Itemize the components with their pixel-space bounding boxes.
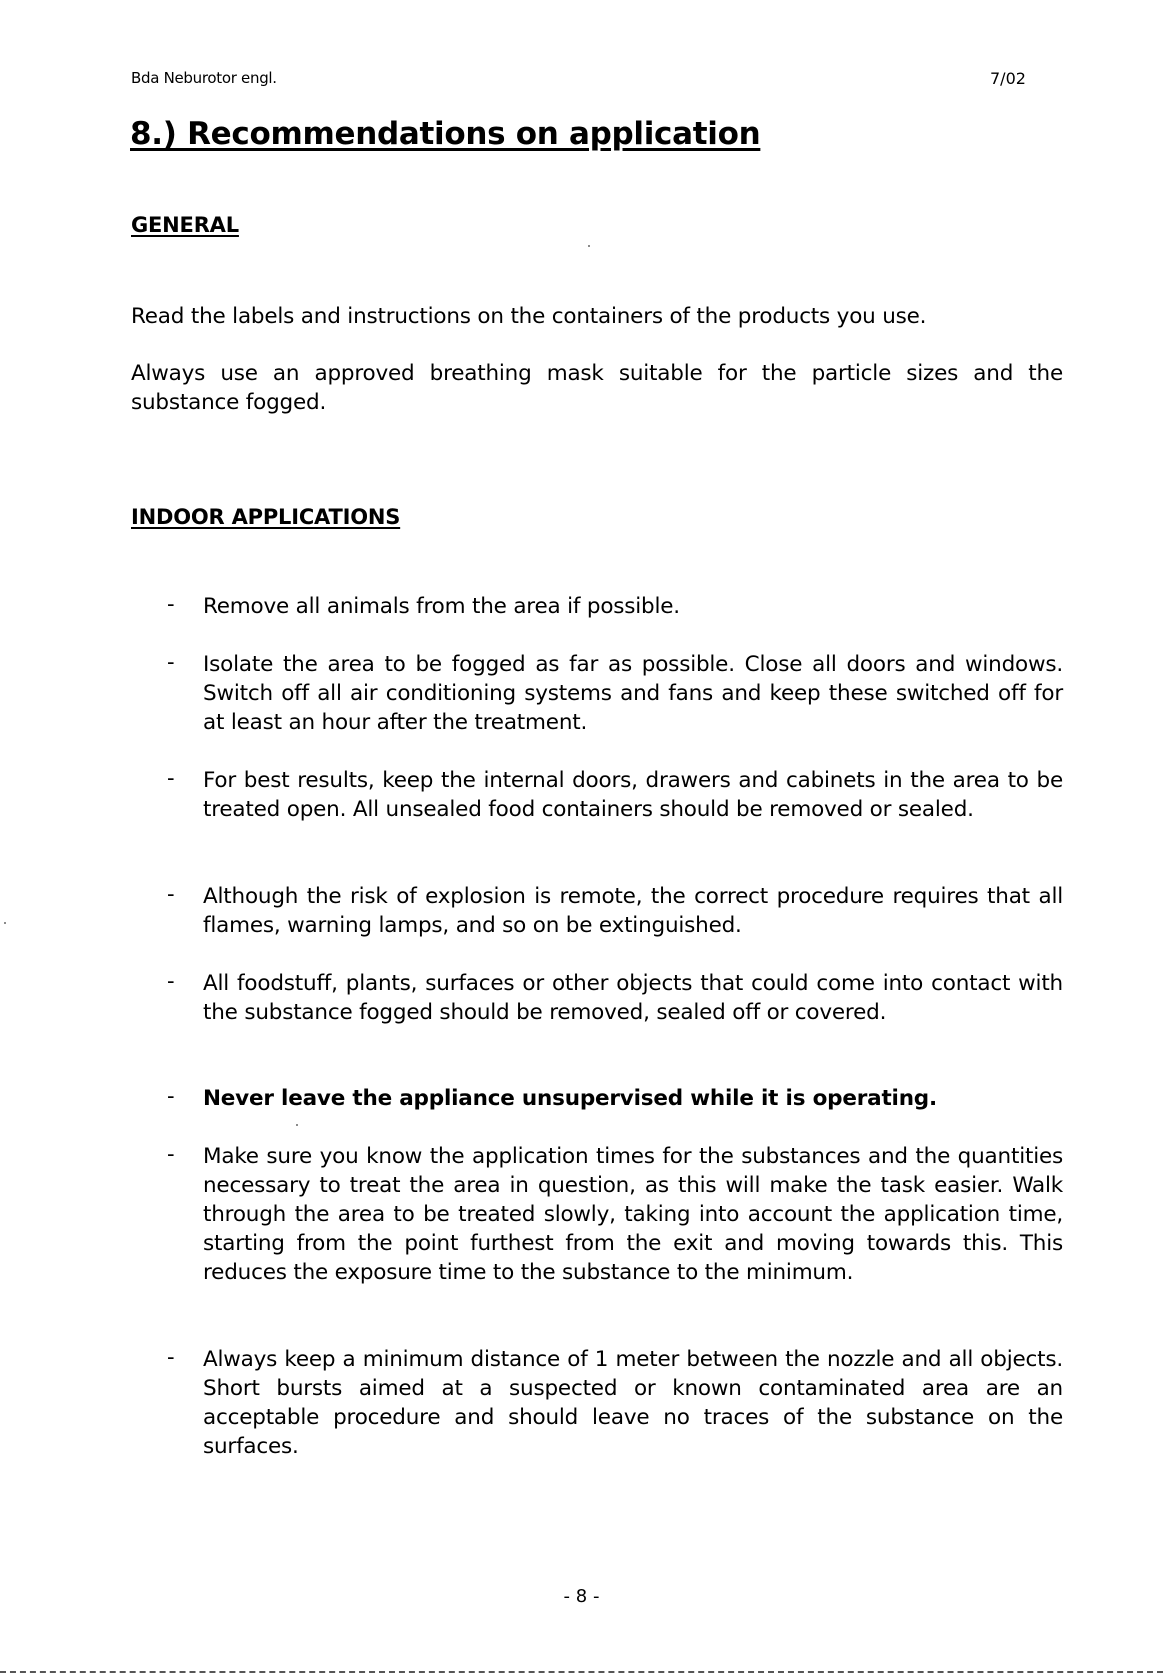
list-bullet: - xyxy=(167,1142,175,1166)
list-bullet: - xyxy=(167,1345,175,1369)
list-bullet: - xyxy=(167,1084,175,1108)
scan-speck xyxy=(588,245,590,247)
list-item-text: Isolate the area to be fogged as far as possible. Close all doors and windows. Switch off all air conditioning systems and fans and keep these switched off for at least an hour after the treatment. xyxy=(203,652,1063,735)
list-bullet: - xyxy=(167,592,175,616)
list-bullet: - xyxy=(167,882,175,906)
list-item-text: For best results, keep the internal doors, drawers and cabinets in the area to be treated open. All unsealed food containers should be removed or sealed. xyxy=(203,768,1063,822)
list-item-text: All foodstuff, plants, surfaces or other objects that could come into contact with the substance fogged should be removed, sealed off or covered. xyxy=(203,971,1063,1025)
general-paragraph: Always use an approved breathing mask suitable for the particle sizes and the substance fogged. xyxy=(131,361,1063,415)
list-item-text: Make sure you know the application times for the substances and the quantities necessary to treat the area in question, as this will make the task easier. Walk through the area to be treated slowly, taking into account the application time, starting from the point furthest from the exit and moving towards this. This reduces the exposure time to the substance to the minimum. xyxy=(203,1144,1063,1285)
list-bullet: - xyxy=(167,766,175,790)
document-date: 7/02 xyxy=(990,69,1026,88)
section-heading-general: GENERAL xyxy=(131,213,239,237)
page-title: 8.) Recommendations on application xyxy=(130,116,761,152)
scan-speck xyxy=(4,922,6,924)
scan-edge-divider xyxy=(0,1671,1163,1673)
section-heading-indoor-applications: INDOOR APPLICATIONS xyxy=(131,505,401,529)
list-item-text: Remove all animals from the area if possible. xyxy=(203,594,680,619)
document-name: Bda Neburotor engl. xyxy=(131,69,277,87)
list-item-text: Always keep a minimum distance of 1 meter between the nozzle and all objects. Short bursts aimed at a suspected or known contaminated area are an acceptable procedure and should leave no traces of the substance on the surfaces. xyxy=(203,1347,1063,1459)
list-item-text: Never leave the appliance unsupervised while it is operating. xyxy=(203,1086,937,1111)
general-paragraph: Read the labels and instructions on the containers of the products you use. xyxy=(131,304,927,329)
list-item-text: Although the risk of explosion is remote, the correct procedure requires that all flames, warning lamps, and so on be extinguished. xyxy=(203,884,1063,938)
list-bullet: - xyxy=(167,969,175,993)
scan-speck xyxy=(296,1124,298,1126)
list-bullet: - xyxy=(167,650,175,674)
page-number: - 8 - xyxy=(563,1586,600,1607)
